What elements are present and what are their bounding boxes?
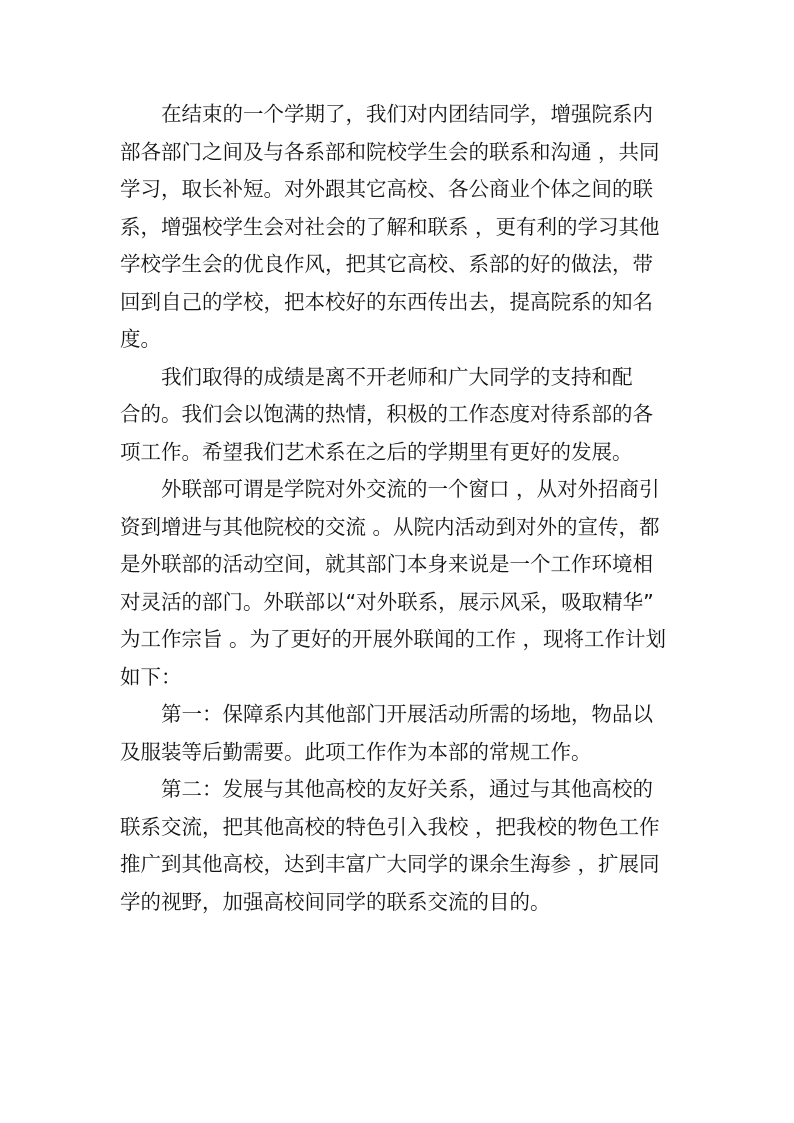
text-line: 回到自己的学校，把本校好的东西传出去，提高院系的知名 — [120, 289, 653, 314]
paragraph-3 — [120, 471, 676, 696]
text-line: 我们取得的成绩是离不开老师和广大同学的支持和配 — [161, 364, 633, 389]
paragraph-4 — [120, 696, 676, 771]
text-line: 如下： — [120, 664, 182, 689]
text-line: 部各部门之间及与各系部和院校学生会的联系和沟通 ，共同 — [120, 139, 660, 164]
paragraph-2 — [120, 359, 676, 472]
text-line: 对灵活的部门。外联部以“对外联系，展示风采，吸取精华” — [120, 589, 654, 614]
text-line: 是外联部的活动空间，就其部门本身来说是一个工作环境相 — [120, 552, 653, 576]
text-line: 系，增强校学生会对社会的了解和联系 ，更有利的学习其他 — [120, 214, 660, 239]
text-line: 第一：保障系内其他部门开展活动所需的场地，物品以 — [161, 702, 653, 726]
text-line: 第二：发展与其他高校的友好关系，通过与其他高校的 — [161, 777, 653, 801]
text-line: 资到增进与其他院校的交流 。从院内活动到对外的宣传，都 — [120, 514, 660, 539]
text-line: 外联部可谓是学院对外交流的一个窗口 ，从对外招商引 — [161, 477, 660, 501]
paragraph-5 — [120, 771, 676, 921]
text-line: 为工作宗旨 。为了更好的开展外联闻的工作 ，现将工作计划 — [120, 627, 667, 651]
text-line: 联系交流，把其他高校的特色引入我校 ，把我校的物色工作 — [120, 814, 660, 839]
text-line: 在结束的一个学期了，我们对内团结同学，增强院系内 — [161, 102, 653, 126]
text-line: 项工作。希望我们艺术系在之后的学期里有更好的发展。 — [120, 439, 633, 464]
text-line: 合的。我们会以饱满的热情，积极的工作态度对待系部的各 — [120, 402, 653, 426]
text-line: 学习，取长补短。对外跟其它高校、各公商业个体之间的联 — [120, 177, 653, 201]
text-line: 度。 — [120, 327, 161, 351]
text-line: 及服装等后勤需要。此项工作作为本部的常规工作。 — [120, 739, 592, 764]
document-body — [120, 96, 676, 921]
text-line: 学的视野，加强高校间同学的联系交流的目的。 — [120, 889, 551, 914]
text-line: 学校学生会的优良作风，把其它高校、系部的好的做法，带 — [120, 252, 653, 276]
paragraph-1 — [120, 96, 676, 359]
text-line: 推广到其他高校，达到丰富广大同学的课余生海参 ，扩展同 — [120, 852, 660, 876]
